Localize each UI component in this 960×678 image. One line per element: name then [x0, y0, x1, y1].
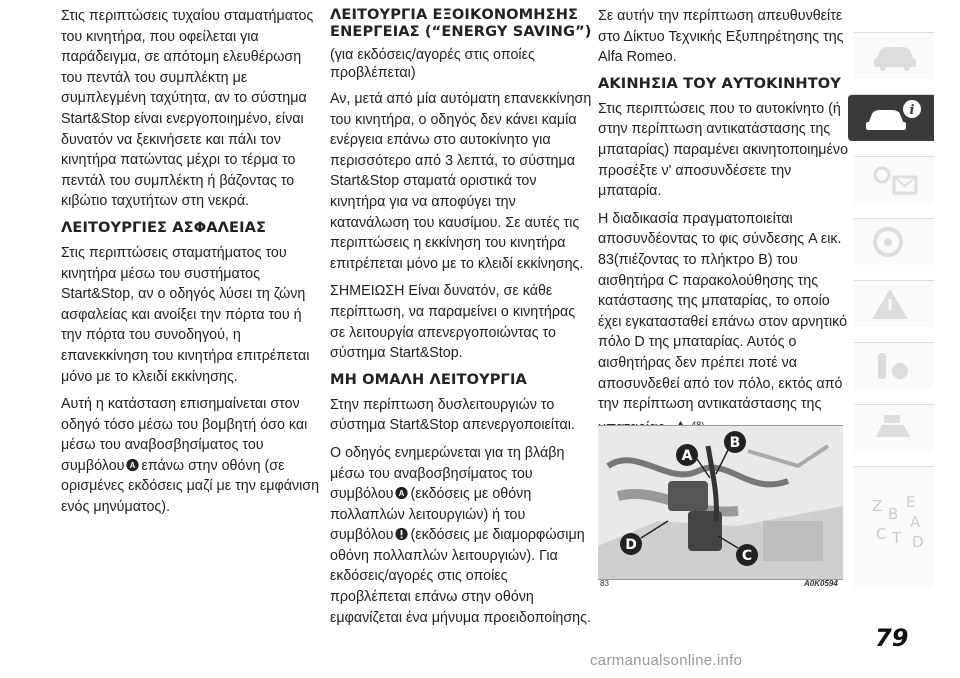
- page-number: 79: [875, 624, 909, 652]
- specifications-icon: [868, 409, 920, 447]
- svg-text:B: B: [888, 505, 899, 523]
- tab-service[interactable]: [854, 342, 934, 389]
- alphabetical-index-icon: [868, 471, 928, 555]
- paragraph-text: Η διαδικασία πραγματοποιείται αποσυνδέοντας το φις σύνδεσης A εικ. 83(πιέζοντας το πλήκτρο B) του αισθητήρα C παρακολούθησης της κατάστασης της μπαταρίας, το οποίο έχει εγκατασταθεί επάνω στον αρνητικό πόλο D της μπαταρίας. Αυτός ο αισθητήρας δεν πρέπει ποτέ να αποσυνδεθεί από τον πόλο, εκτός από την περίπτωση αντικατάστασης της: [598, 210, 848, 413]
- battery-sensor-illustration: [598, 426, 843, 579]
- svg-text:T: T: [892, 529, 902, 547]
- steering-wheel-icon: [868, 223, 920, 261]
- tab-driving[interactable]: [854, 218, 934, 265]
- paragraph-text: Αυτή η κατάσταση επισημαίνεται στον οδηγό τόσο μέσω του βομβητή όσο και μέσω του αναβοσβησίματος του συμβόλου: [61, 396, 308, 474]
- callout-label-d: [620, 533, 642, 555]
- callout-label-a: [676, 444, 698, 466]
- svg-text:C: C: [741, 548, 753, 564]
- emergency-icon: [868, 285, 920, 323]
- paragraph-text: (εκδόσεις με οθόνη πολλαπλών λειτουργιών) ή του συμβόλου: [330, 486, 532, 544]
- callout-label-b: [724, 431, 746, 453]
- paragraph: Στις περιπτώσεις τυχαίου σταματήματος του κινητήρα, που οφείλεται για παράδειγμα, σε απότομη ελευθέρωση του πεντάλ του συμπλέκτη με συμπλεγμένη ταχύτητα, αν το σύστημα Start&Stop είναι ενεργοποιημένο, είναι δυνατόν να ξεκινήσετε και πάλι τον κινητήρα πατώντας μέχρι το τέρμα το πεντάλ του συμπλέκτη ή βάζοντας το κιβώτιο ταχυτήτων στη νεκρά.: [61, 8, 314, 210]
- svg-text:A: A: [910, 513, 921, 531]
- svg-text:B: B: [729, 435, 741, 451]
- watermark: carmanualsonline.info: [590, 652, 743, 669]
- paragraph: Σε αυτήν την περίπτωση απευθυνθείτε στο Δίκτυο Τεχνικής Εξυπηρέτησης της Alfa Romeo.: [598, 8, 844, 66]
- column-left: [61, 6, 323, 525]
- service-icon: [868, 347, 920, 385]
- battery-sensor-figure: [598, 425, 843, 580]
- car-icon: [868, 37, 920, 75]
- section-heading-safety: ΛΕΙΤΟΥΡΓΙΕΣ ΑΣΦΑΛΕΙΑΣ: [61, 218, 267, 236]
- paragraph-text: (εκδόσεις με διαμορφώσιμη οθόνη πολλαπλών λειτουργιών). Για εκδόσεις/αγορές στις οποίες προβλέπεται επάνω στην οθόνη εμφανίζεται ένα μήνυμα προειδοποίησης.: [330, 527, 591, 626]
- column-middle: [330, 6, 592, 635]
- svg-text:D: D: [625, 537, 637, 553]
- start-stop-warning-icon: [125, 458, 140, 472]
- paragraph: [61, 394, 323, 518]
- start-stop-fault-icon: [394, 486, 409, 500]
- paragraph: Αν, μετά από μία αυτόματη επανεκκίνηση του κινητήρα, ο οδηγός δεν κάνει καμία ενέργεια επάνω στο αυτοκίνητο για περισσότερο από 3 λεπτά, το σύστημα Start&Stop σταματά οριστικά τον κινητήρα για να αποφύγει την κατανάλωση του καυσίμου. Σε αυτές τις περιπτώσεις η εκκίνηση του κινητήρα επιτρέπεται μόνο με το κλειδί εκκίνησης.: [330, 91, 592, 272]
- car-info-icon: [862, 99, 922, 137]
- tab-specifications[interactable]: [854, 404, 934, 451]
- figure-number: 83: [600, 579, 609, 588]
- svg-text:C: C: [876, 525, 887, 543]
- svg-text:A: A: [130, 460, 136, 470]
- tab-car-overview[interactable]: [854, 32, 934, 79]
- svg-text:A: A: [681, 448, 693, 464]
- paragraph: ΣΗΜΕΙΩΣΗ Είναι δυνατόν, σε κάθε περίπτωση, να παραμείνει ο κινητήρας σε λειτουργία απενεργοποιώντας το σύστημα Start&Stop.: [330, 283, 576, 362]
- column-right: [598, 6, 848, 445]
- tab-alphabetical-index[interactable]: [854, 466, 934, 587]
- svg-text:E: E: [906, 493, 916, 511]
- paragraph: [598, 209, 848, 439]
- paragraph-text: Ο οδηγός ενημερώνεται για τη βλάβη μέσω του αναβοσβησίματος του συμβόλου: [330, 444, 565, 503]
- paragraph: Στις περιπτώσεις σταματήματος του κινητήρα μέσω του συστήματος Start&Stop, αν ο οδηγός λύσει τη ζώνη ασφαλείας και ανοίξει την πόρτα του ή την πόρτα του συνοδηγού, η επανεκκίνηση του κινητήρα επιτρέπεται μόνο με το κλειδί εκκίνησης.: [61, 244, 310, 385]
- svg-text:A: A: [399, 489, 405, 499]
- svg-text:Z: Z: [872, 497, 883, 515]
- section-heading-vehicle-inactivity: ΑΚΙΝΗΣΙΑ ΤΟΥ ΑΥΤΟΚΙΝΗΤΟΥ: [598, 74, 841, 92]
- tab-emergency[interactable]: [854, 280, 934, 327]
- svg-text:D: D: [912, 533, 924, 551]
- paragraph: Στην περίπτωση δυσλειτουργιών το σύστημα Start&Stop απενεργοποιείται.: [330, 396, 575, 434]
- paragraph: [330, 443, 592, 628]
- section-heading-malfunction: ΜΗ ΟΜΑΛΗ ΛΕΙΤΟΥΡΓΙΑ: [330, 370, 527, 388]
- section-subheading: (για εκδόσεις/αγορές στις οποίες προβλέπεται): [330, 47, 535, 81]
- warning-lights-icon: [868, 161, 920, 199]
- paragraph-text: επάνω στην οθόνη (σε ορισμένες εκδόσεις μαζί με την εμφάνιση ενός μηνύματος).: [61, 457, 320, 516]
- generic-fault-icon: [394, 527, 409, 541]
- tab-warning-lights[interactable]: [854, 156, 934, 203]
- tab-car-info[interactable]: [848, 94, 934, 141]
- paragraph: Στις περιπτώσεις που το αυτοκίνητο (ή στην περίπτωση αντικατάστασης της μπαταρίας) παραμένει ακινητοποιημένο προσέξτε ν' αποσυνδέσετε την μπαταρία.: [598, 100, 849, 200]
- callout-label-c: [736, 544, 758, 566]
- section-heading-energy-saving: ΛΕΙΤΟΥΡΓΙΑ ΕΞΟΙΚΟΝΟΜΗΣΗΣ ΕΝΕΡΓΕΙΑΣ (“ENERGY SAVING”): [330, 6, 592, 40]
- svg-text:i: i: [909, 103, 915, 118]
- figure-code: A0K0594: [804, 579, 838, 588]
